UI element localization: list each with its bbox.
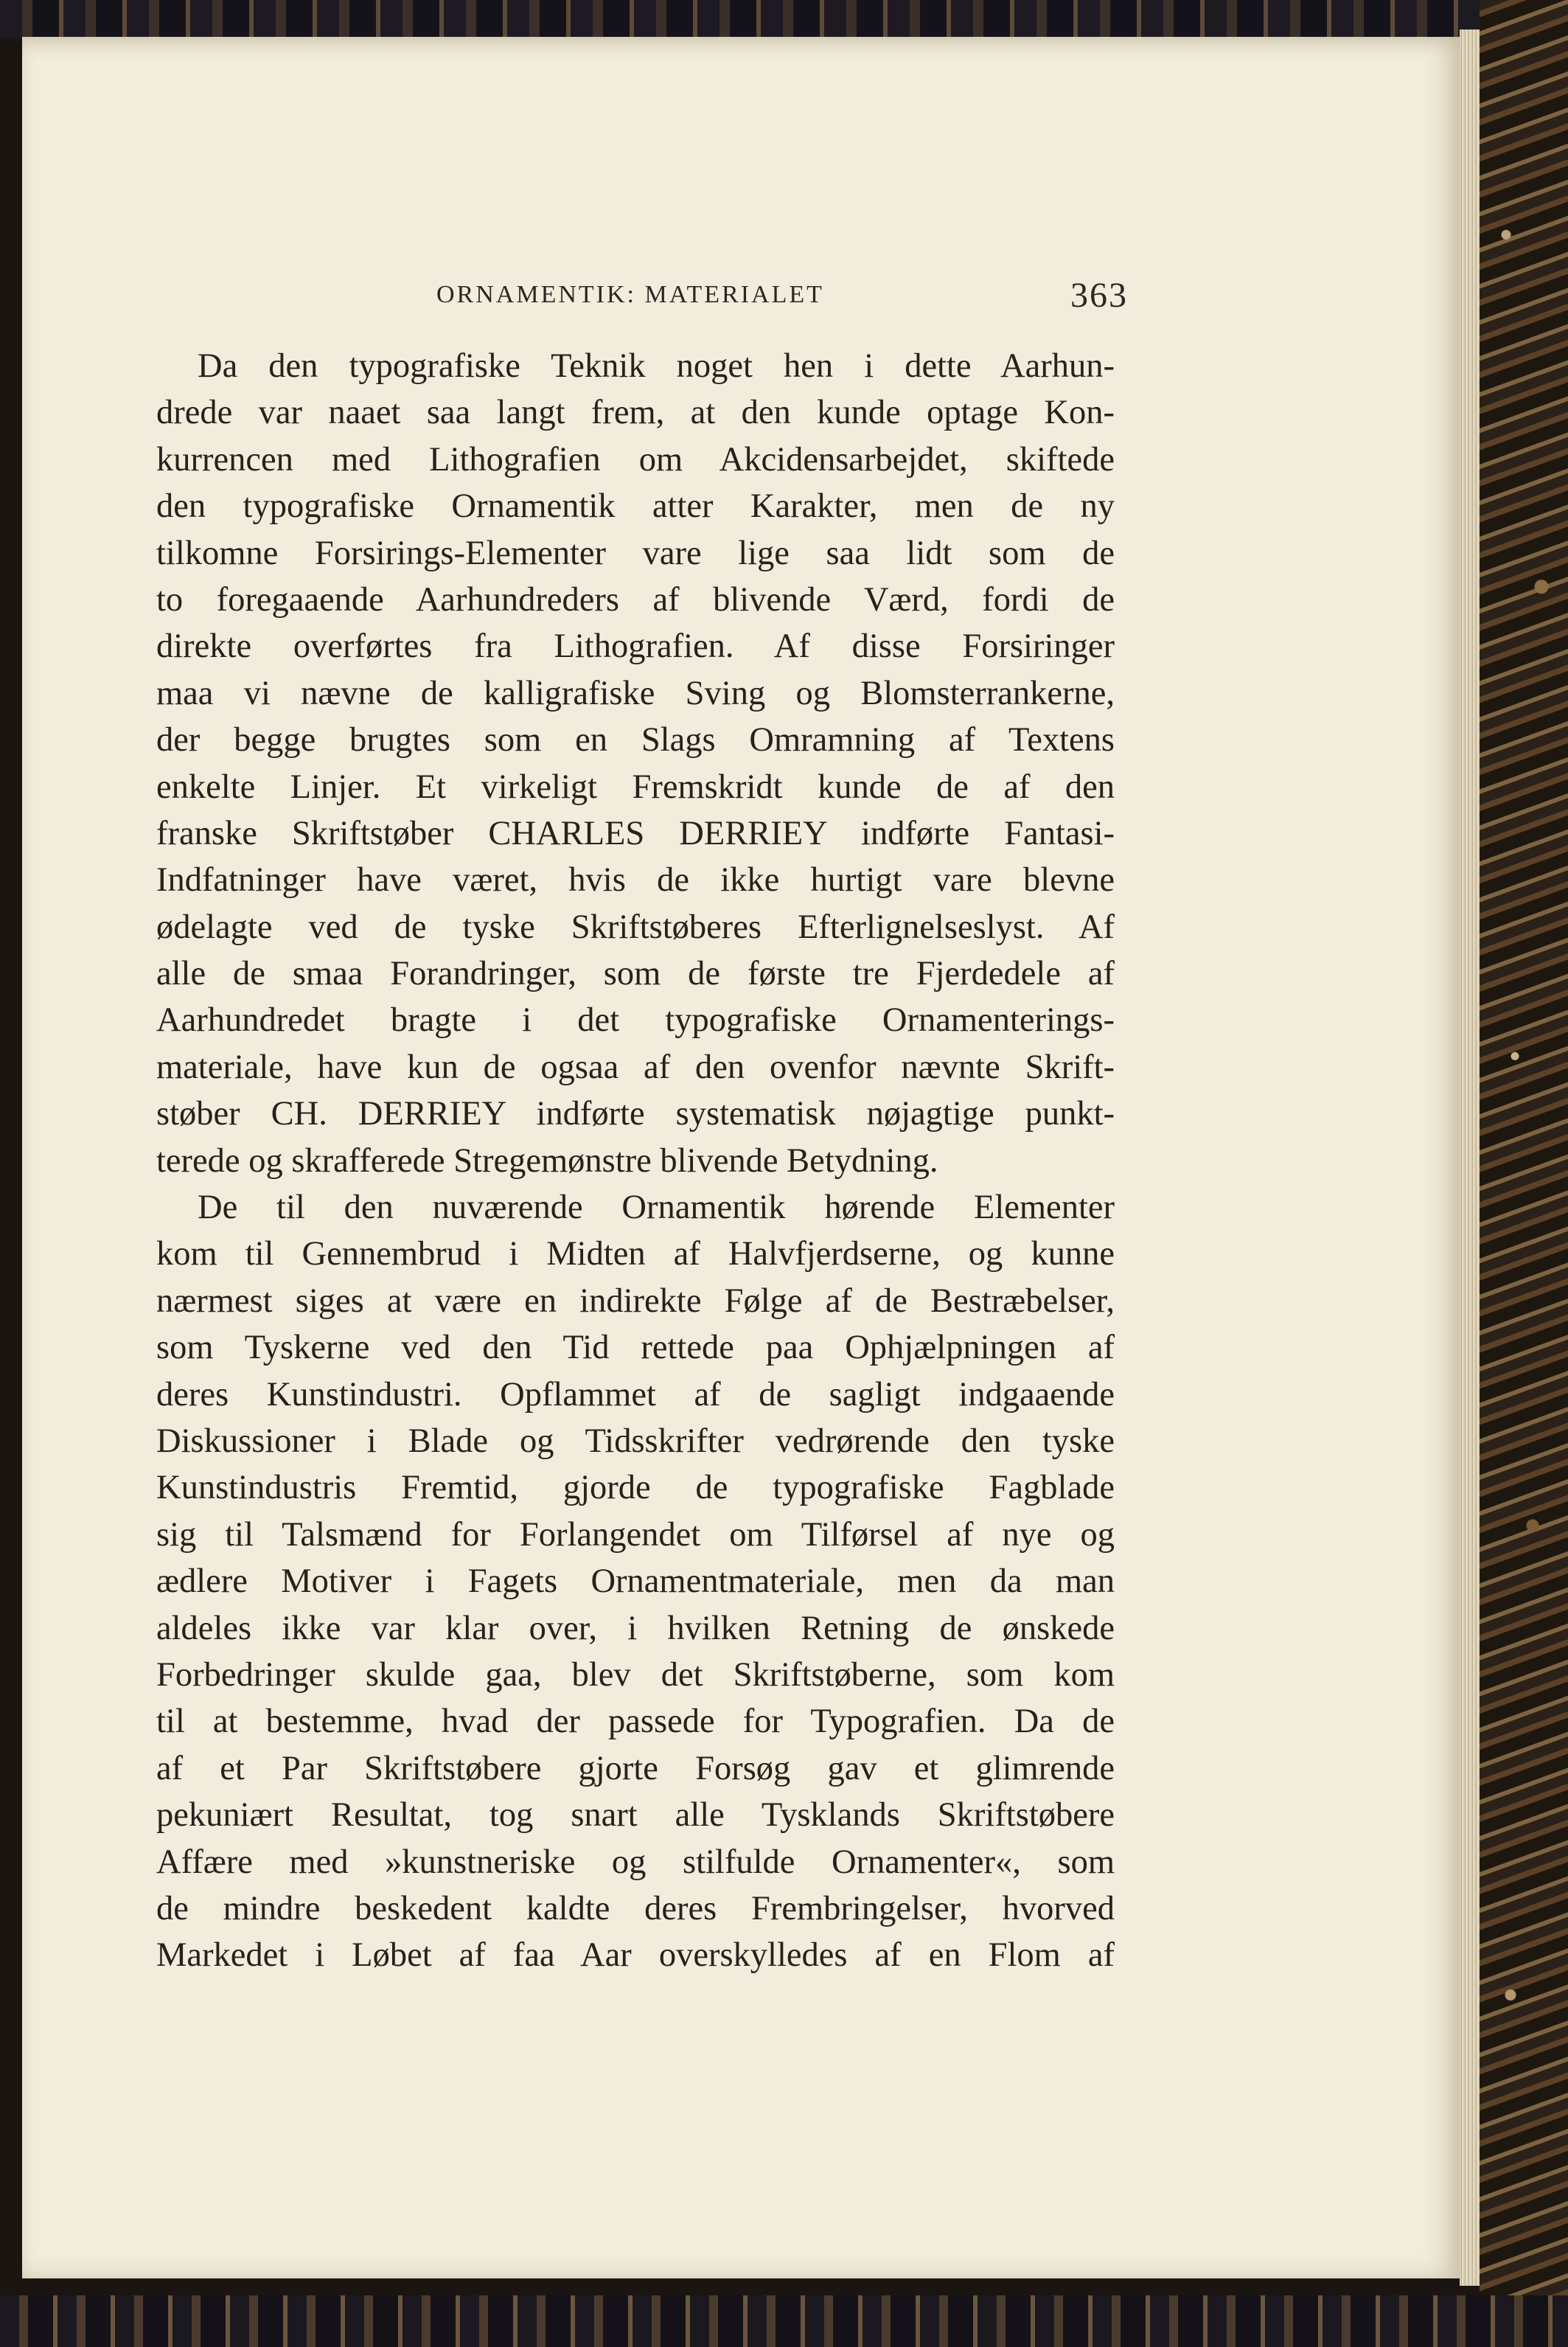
- text-line: franske Skriftstøber CHARLES DERRIEY indførte Fantasi-: [156, 814, 1115, 852]
- page-block-edges: [1460, 29, 1482, 2286]
- text-line: kurrencen med Lithografien om Akcidensarbejdet, skiftede: [156, 440, 1115, 479]
- text-line: drede var naaet saa langt frem, at den kunde optage Kon-: [156, 394, 1115, 432]
- book-top-edge: [0, 0, 1568, 38]
- text-line: de mindre beskedent kaldte deres Frembringelser, hvorved: [156, 1889, 1115, 1927]
- text-line: terede og skrafferede Stregemønstre blivende Betydning.: [156, 1141, 938, 1180]
- text-line: Markedet i Løbet af faa Aar overskylledes af en Flom af: [156, 1936, 1115, 1975]
- text-line: Da den typografiske Teknik noget hen i dette Aarhun-: [198, 347, 1115, 385]
- text-line: direkte overførtes fra Lithografien. Af disse Forsiringer: [156, 627, 1115, 666]
- book-bottom-edge: [0, 2295, 1568, 2347]
- page-header: [156, 275, 1128, 319]
- text-line: materiale, have kun de ogsaa af den ovenfor nævnte Skrift-: [156, 1048, 1115, 1086]
- text-line: pekuniært Resultat, tog snart alle Tysklands Skriftstøbere: [156, 1796, 1115, 1835]
- page-number: 363: [1070, 276, 1128, 315]
- text-line: alle de smaa Forandringer, som de første tre Fjerdedele af: [156, 955, 1115, 993]
- text-line: af et Par Skriftstøbere gjorte Forsøg gav et glimrende: [156, 1749, 1115, 1787]
- text-line: som Tyskerne ved den Tid rettede paa Ophjælpningen af: [156, 1329, 1115, 1367]
- text-line: to foregaaende Aarhundreders af blivende Værd, fordi de: [156, 580, 1115, 619]
- text-line: kom til Gennembrud i Midten af Halvfjerdserne, og kunne: [156, 1235, 1115, 1273]
- text-line: Forbedringer skulde gaa, blev det Skriftstøberne, som kom: [156, 1655, 1115, 1694]
- text-line: De til den nuværende Ornamentik hørende Elementer: [198, 1189, 1115, 1227]
- running-head: ORNAMENTIK: MATERIALET: [436, 281, 824, 308]
- marbled-cover-edge: [1480, 0, 1568, 2347]
- text-line: ødelagte ved de tyske Skriftstøberes Efterlignelseslyst. Af: [156, 908, 1115, 946]
- text-line: Diskussioner i Blade og Tidsskrifter vedrørende den tyske: [156, 1422, 1115, 1460]
- text-line: tilkomne Forsirings-Elementer vare lige saa lidt som de: [156, 534, 1115, 572]
- text-line: Kunstindustris Fremtid, gjorde de typografiske Fagblade: [156, 1469, 1115, 1507]
- text-line: den typografiske Ornamentik atter Karakter, men de ny: [156, 487, 1115, 526]
- text-line: der begge brugtes som en Slags Omramning af Textens: [156, 721, 1115, 759]
- text-line: enkelte Linjer. Et virkeligt Fremskridt kunde de af den: [156, 768, 1115, 806]
- text-line: nærmest siges at være en indirekte Følge af de Bestræbelser,: [156, 1282, 1115, 1320]
- text-line: deres Kunstindustri. Opflammet af de sagligt indgaaende: [156, 1375, 1115, 1414]
- text-line: Aarhundredet bragte i det typografiske Ornamenterings-: [156, 1001, 1115, 1040]
- text-line: støber CH. DERRIEY indførte systematisk nøjagtige punkt-: [156, 1095, 1115, 1133]
- text-line: maa vi nævne de kalligrafiske Sving og Blomsterrankerne,: [156, 674, 1115, 712]
- text-line: Affære med »kunstneriske og stilfulde Ornamenter«, som: [156, 1843, 1115, 1881]
- text-line: ædlere Motiver i Fagets Ornamentmateriale, men da man: [156, 1562, 1115, 1601]
- text-line: sig til Talsmænd for Forlangendet om Tilførsel af nye og: [156, 1515, 1115, 1554]
- text-line: Indfatninger have været, hvis de ikke hurtigt vare blevne: [156, 861, 1115, 900]
- text-line: aldeles ikke var klar over, i hvilken Retning de ønskede: [156, 1609, 1115, 1647]
- text-line: til at bestemme, hvad der passede for Typografien. Da de: [156, 1703, 1115, 1741]
- body-text: [156, 343, 1115, 1979]
